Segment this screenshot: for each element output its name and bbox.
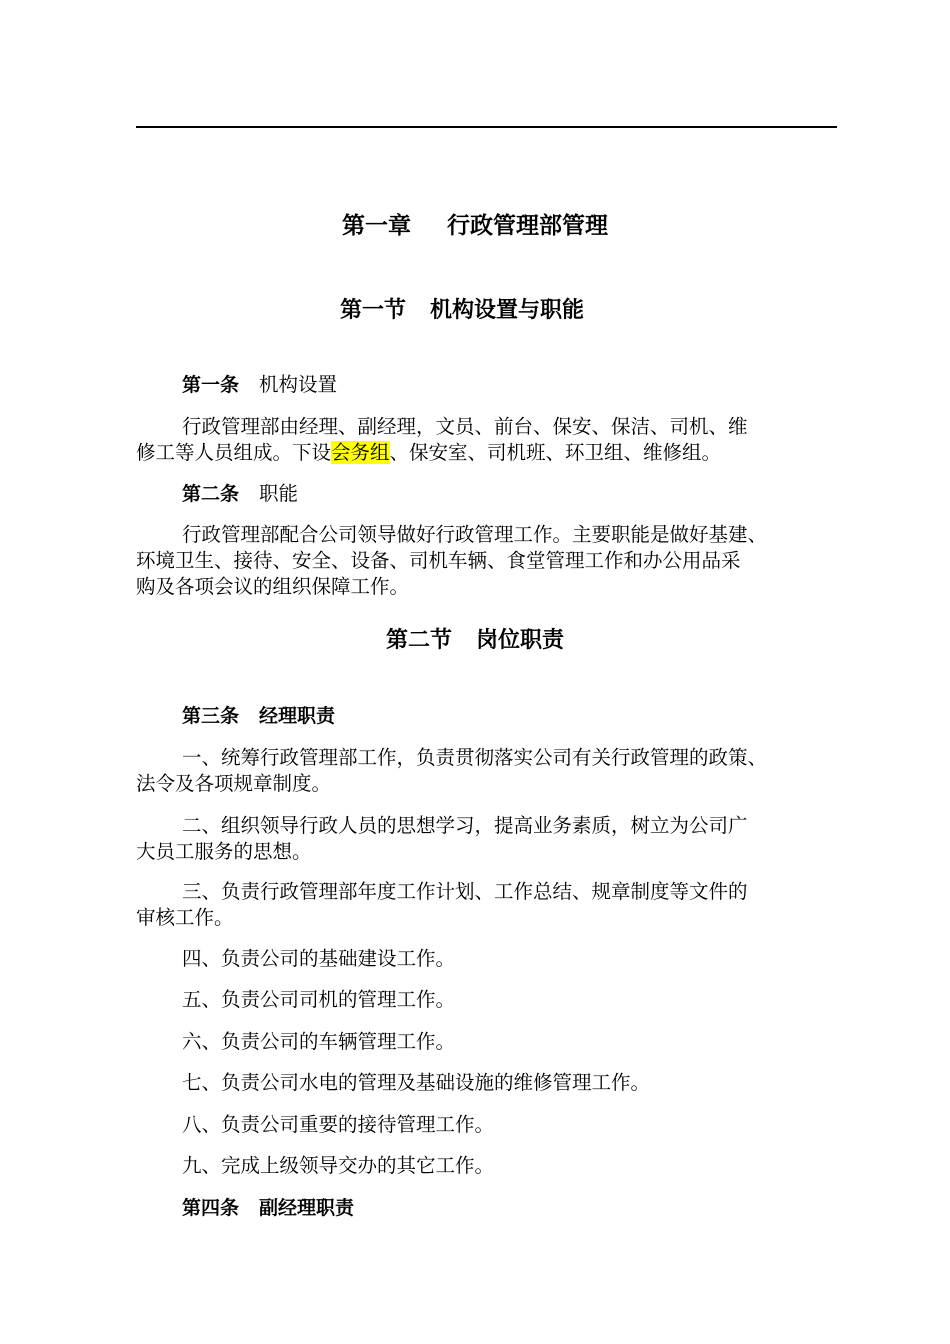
body-line: 三、负责行政管理部年度工作计划、工作总结、规章制度等文件的 [182, 880, 748, 903]
duty-item-7: 七、负责公司水电的管理及基础设施的维修管理工作。 [182, 1071, 651, 1094]
article-title: 副经理职责 [259, 1197, 355, 1219]
body-line: 审核工作。 [136, 906, 234, 929]
section-title: 机构设置与职能 [430, 298, 585, 323]
section-heading-1 [0, 294, 937, 328]
article-label: 第三条 [182, 705, 240, 727]
article-label: 第一条 [182, 374, 240, 396]
chapter-number: 第一章 [342, 213, 411, 239]
chapter-heading [0, 208, 950, 244]
article-body-2 [136, 522, 838, 600]
body-line: 大员工服务的思想。 [136, 840, 312, 863]
body-line: 行政管理部配合公司领导做好行政管理工作。主要职能是做好基建、 [182, 523, 768, 546]
duty-item-9: 九、完成上级领导交办的其它工作。 [182, 1154, 495, 1177]
article-label: 第二条 [182, 483, 240, 505]
body-line: 一、统筹行政管理部工作，负责贯彻落实公司有关行政管理的政策、 [182, 746, 768, 769]
duty-item-5: 五、负责公司司机的管理工作。 [182, 988, 456, 1011]
section-number: 第二节 [385, 628, 452, 653]
body-line: 二、组织领导行政人员的思想学习，提高业务素质，树立为公司广 [182, 814, 748, 837]
body-line: 行政管理部由经理、副经理，文员、前台、保安、保洁、司机、维 [182, 415, 748, 438]
article-body-1 [136, 414, 838, 466]
body-line: 修工等人员组成。下设会务组、保安室、司机班、环卫组、维修组。 [136, 441, 722, 464]
article-heading-4 [136, 1195, 884, 1221]
body-line: 法令及各项规章制度。 [136, 772, 332, 795]
duty-item-2 [136, 813, 838, 865]
article-heading-1 [136, 372, 884, 398]
section-heading-2 [0, 624, 950, 658]
section-title: 岗位职责 [476, 628, 565, 653]
body-line: 环境卫生、接待、安全、设备、司机车辆、食堂管理工作和办公用品采 [136, 549, 741, 572]
duty-item-3 [136, 879, 838, 931]
article-heading-2 [136, 481, 884, 507]
header-rule [136, 126, 837, 128]
duty-item-4: 四、负责公司的基础建设工作。 [182, 947, 456, 970]
duty-item-1 [136, 745, 838, 797]
article-title: 经理职责 [259, 705, 336, 727]
article-title: 机构设置 [259, 373, 338, 396]
highlighted-text: 会务组 [331, 441, 390, 464]
article-title: 职能 [259, 482, 299, 505]
article-heading-3 [136, 703, 884, 729]
article-label: 第四条 [182, 1197, 240, 1219]
duty-item-8: 八、负责公司重要的接待管理工作。 [182, 1113, 495, 1136]
chapter-title: 行政管理部管理 [447, 213, 608, 239]
section-number: 第一节 [339, 298, 406, 323]
duty-item-6: 六、负责公司的车辆管理工作。 [182, 1030, 456, 1053]
body-line: 购及各项会议的组织保障工作。 [136, 575, 410, 598]
